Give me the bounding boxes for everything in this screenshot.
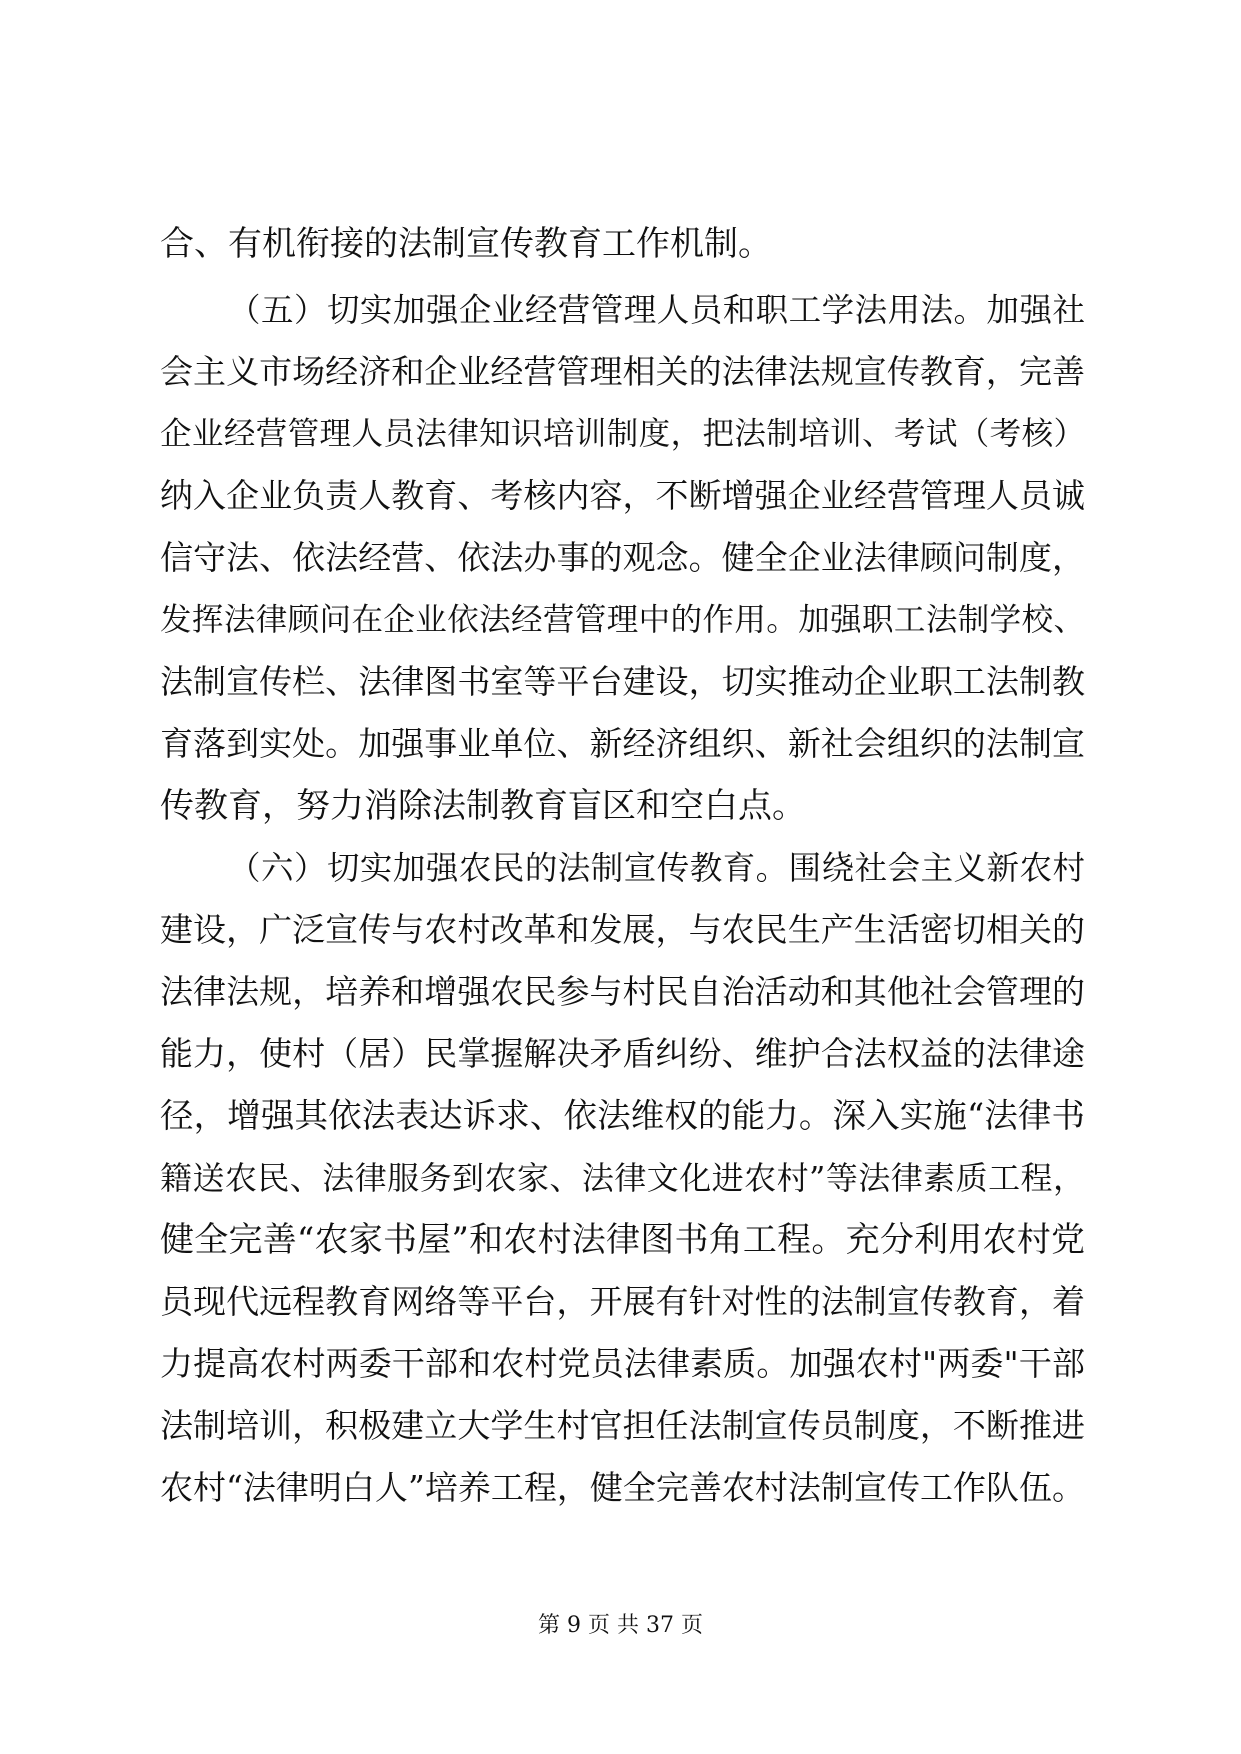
paragraph-line: 籍送农民、法律服务到农家、法律文化进农村”等法律素质工程， [160,1159,1085,1197]
paragraph-line: 建设，广泛宣传与农村改革和发展，与农民生产生活密切相关的 [160,910,1085,949]
paragraph-line: 径，增强其依法表达诉求、依法维权的能力。深入实施“法律书 [160,1096,1085,1135]
paragraph-line: 合、有机衔接的法制宣传教育工作机制。 [160,224,772,264]
page-number-footer: 第 9 页 共 37 页 [538,1613,703,1638]
paragraph-line: 法制宣传栏、法律图书室等平台建设，切实推动企业职工法制教 [160,662,1085,701]
paragraph-line: 农村“法律明白人”培养工程，健全完善农村法制宣传工作队伍。 [160,1468,1085,1507]
paragraph-line: 信守法、依法经营、依法办事的观念。健全企业法律顾问制度， [160,538,1085,577]
paragraph-line: 能力，使村（居）民掌握解决矛盾纠纷、维护合法权益的法律途 [160,1034,1085,1073]
paragraph-line: 传教育，努力消除法制教育盲区和空白点。 [160,786,806,826]
paragraph-line: 发挥法律顾问在企业依法经营管理中的作用。加强职工法制学校、 [160,602,1085,638]
paragraph-line: 育落到实处。加强事业单位、新经济组织、新社会组织的法制宣 [160,724,1085,763]
paragraph-line: 企业经营管理人员法律知识培训制度，把法制培训、考试（考核） [160,416,1085,452]
paragraph-line: 会主义市场经济和企业经营管理相关的法律法规宣传教育，完善 [160,352,1085,391]
paragraph-line: （五）切实加强企业经营管理人员和职工学法用法。加强社 [228,291,1085,329]
paragraph-line: 员现代远程教育网络等平台，开展有针对性的法制宣传教育，着 [160,1282,1085,1321]
paragraph-line: 法制培训，积极建立大学生村官担任法制宣传员制度，不断推进 [160,1406,1085,1445]
paragraph-line: （六）切实加强农民的法制宣传教育。围绕社会主义新农村 [228,849,1085,887]
paragraph-line: 力提高农村两委干部和农村党员法律素质。加强农村"两委"干部 [160,1344,1085,1383]
paragraph-line: 法律法规，培养和增强农民参与村民自治活动和其他社会管理的 [160,972,1085,1011]
paragraph-line: 纳入企业负责人教育、考核内容，不断增强企业经营管理人员诚 [160,476,1085,515]
paragraph-line: 健全完善“农家书屋”和农村法律图书角工程。充分利用农村党 [160,1220,1085,1260]
